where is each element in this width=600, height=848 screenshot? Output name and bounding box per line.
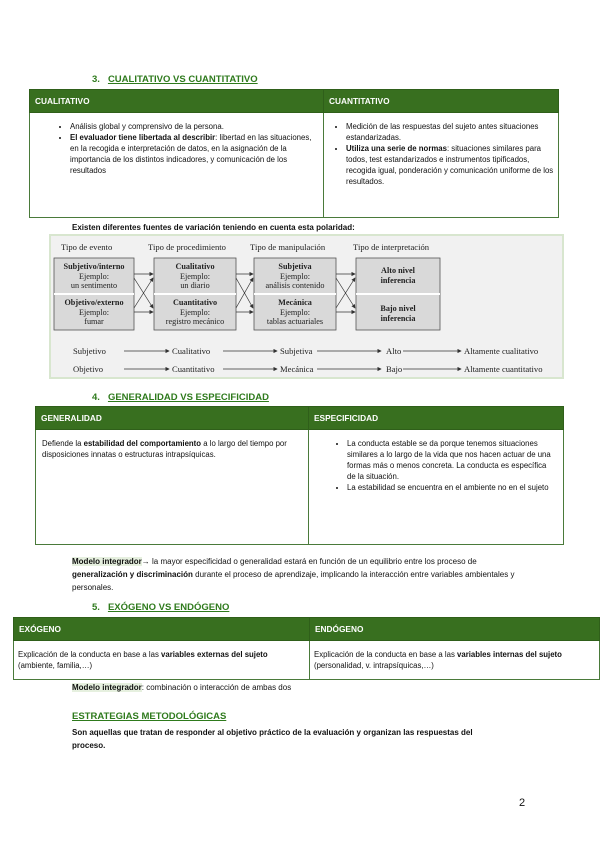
event-subjective-l2: Ejemplo: xyxy=(78,271,109,281)
quantitative-cell xyxy=(324,113,559,218)
quantitative-header: CUANTITATIVO xyxy=(324,90,559,113)
event-subjective xyxy=(54,262,134,291)
modelo-integrador-text-1: la mayor especificidad o generalidad estará en función de un equilibrio entre los proceso de xyxy=(149,557,477,566)
generality-header: GENERALIDAD xyxy=(36,407,309,430)
manipulation-subjective xyxy=(254,262,336,291)
generality-cell xyxy=(36,430,309,545)
modelo-integrador-label-2: Modelo integrador xyxy=(72,683,142,692)
modelo-integrador-label: Modelo integrador xyxy=(72,557,142,566)
modelo-integrador-text-3: : combinación o interacción de ambas dos xyxy=(141,683,292,692)
endogenous-text-1: Explicación de la conducta en base a las xyxy=(314,650,458,659)
page-number: 2 xyxy=(519,797,526,809)
chain1-item-4: Alto xyxy=(386,346,402,356)
exogenous-header: EXÓGENO xyxy=(14,618,310,641)
procedure-qualitative xyxy=(154,262,236,291)
interpretation-high xyxy=(356,266,440,285)
modelo-integrador-text-2: durante el proceso de aprendizaje, implicando la interacción entre variables ambientales y personales. xyxy=(72,570,515,592)
manipulation-mechanical-l3: tablas actuariales xyxy=(266,317,324,326)
procedure-quantitative xyxy=(154,298,236,327)
manipulation-subjective-l3: análisis contenido xyxy=(265,281,325,290)
section-3-title: CUALITATIVO VS CUANTITATIVO xyxy=(107,74,258,85)
endogenous-header: ENDÓGENO xyxy=(310,618,600,641)
chain1-item-1: Subjetivo xyxy=(73,346,106,356)
qualitative-quantitative-table xyxy=(29,89,559,218)
exogenous-text-1: Explicación de la conducta en base a las xyxy=(18,650,162,659)
exogenous-cell xyxy=(14,641,310,680)
event-objective-l2: Ejemplo: xyxy=(78,307,109,317)
interpretation-high-title: Alto nivel xyxy=(381,266,415,275)
chain2-item-5: Altamente cuantitativo xyxy=(464,364,543,374)
strategies-text: Son aquellas que tratan de responder al objetivo práctico de la evaluación y organizan las respuestas del proceso. xyxy=(72,728,473,750)
manipulation-subjective-l2: Ejemplo: xyxy=(279,271,310,281)
chain1-item-2: Cualitativo xyxy=(172,346,211,356)
event-subjective-l3: un sentimento xyxy=(70,281,118,290)
endogenous-cell xyxy=(310,641,600,680)
section-4-title: GENERALIDAD VS ESPECIFICIDAD xyxy=(107,392,269,403)
event-objective-l3: fumar xyxy=(84,317,104,326)
event-objective xyxy=(54,298,134,327)
interpretation-high-l2: inferencia xyxy=(380,275,416,285)
qualitative-bullet-1 xyxy=(70,121,319,132)
endogenous-text-2: (personalidad, v. intrapsíquicas,…) xyxy=(314,661,434,670)
specificity-bullet-2-text: La estabilidad se encuentra en el ambiente no en el sujeto xyxy=(347,483,549,492)
generality-text-bold: estabilidad del comportamiento xyxy=(83,439,202,448)
interpretation-low xyxy=(356,304,440,323)
exogenous-text-2: (ambiente, familia,…) xyxy=(18,661,93,670)
generality-specificity-table xyxy=(35,406,564,545)
modelo-integrador-bold: generalización y discriminación xyxy=(72,570,193,579)
modelo-integrador-exogenous xyxy=(72,681,291,694)
specificity-bullet-1 xyxy=(347,438,555,482)
section-3-number: 3. xyxy=(92,74,100,85)
section-4-heading xyxy=(92,392,269,403)
qualitative-header: CUALITATIVO xyxy=(30,90,324,113)
manipulation-mechanical-l2: Ejemplo: xyxy=(279,307,310,317)
chain1-item-5: Altamente cualitativo xyxy=(464,346,539,356)
qualitative-bullet-2-text: : libertad en las situaciones, en la recogida e interpretación de datos, en la asignación de la importancia de los distintos indicadores, y comunicación de los resultados xyxy=(70,133,312,175)
figure-col-title-1: Tipo de evento xyxy=(61,242,113,252)
quantitative-bullet-1-text: Medición de las respuestas del sujeto antes situaciones estandarizadas. xyxy=(346,122,539,142)
figure-col-title-4: Tipo de interpretación xyxy=(353,242,430,252)
qualitative-cell xyxy=(30,113,324,218)
procedure-quantitative-l3: registro mecánico xyxy=(165,317,225,326)
generality-text-1: Defiende la xyxy=(42,439,84,448)
qualitative-bullet-1-text: Análisis global y comprensivo de la persona. xyxy=(70,122,224,131)
quantitative-bullet-1 xyxy=(346,121,554,143)
qualitative-bullet-2-bold: El evaluador tiene libertada al describir xyxy=(70,133,216,142)
chain2-item-3: Mecánica xyxy=(280,364,314,374)
strategies-title: ESTRATEGIAS METODOLÓGICAS xyxy=(72,711,227,722)
manipulation-mechanical-title: Mecánica xyxy=(278,298,312,307)
specificity-header: ESPECIFICIDAD xyxy=(309,407,564,430)
procedure-qualitative-l3: un diario xyxy=(180,281,210,290)
arrow-right-icon: → xyxy=(141,557,150,566)
exogenous-endogenous-table xyxy=(13,617,600,680)
variation-sources-figure xyxy=(49,234,564,379)
section-4-number: 4. xyxy=(92,392,100,403)
section-5-number: 5. xyxy=(92,602,100,613)
chain2-item-1: Objetivo xyxy=(73,364,104,374)
procedure-qualitative-l2: Ejemplo: xyxy=(179,271,210,281)
chain2-item-2: Cuantitativo xyxy=(172,364,215,374)
section-5-title: EXÓGENO VS ENDÓGENO xyxy=(107,602,230,613)
figure-caption: Existen diferentes fuentes de variación teniendo en cuenta esta polaridad: xyxy=(72,223,355,232)
exogenous-text-bold: variables externas del sujeto xyxy=(161,650,268,659)
procedure-qualitative-title: Cualitativo xyxy=(175,262,215,271)
quantitative-bullet-2 xyxy=(346,143,554,187)
interpretation-low-l2: inferencia xyxy=(380,313,416,323)
figure-col-title-3: Tipo de manipulación xyxy=(250,242,326,252)
endogenous-text-bold: variables internas del sujeto xyxy=(457,650,562,659)
manipulation-subjective-title: Subjetiva xyxy=(278,262,312,271)
section-5-heading xyxy=(92,602,229,613)
figure-col-title-2: Tipo de procedimiento xyxy=(148,242,226,252)
chain1-item-3: Subjetiva xyxy=(280,346,313,356)
specificity-bullet-2 xyxy=(347,482,555,493)
qualitative-bullet-2 xyxy=(70,132,319,176)
specificity-cell xyxy=(309,430,564,545)
quantitative-bullet-2-text: : situaciones similares para todos, test estandarizados e instrumentos tipificados, recogida igual, ponderación y comunicación uniforme de los resultados. xyxy=(346,144,554,186)
quantitative-bullet-2-bold: Utiliza una serie de normas xyxy=(346,144,447,153)
manipulation-mechanical xyxy=(254,298,336,327)
event-subjective-title: Subjetivo/interno xyxy=(63,262,125,271)
specificity-bullet-1-text: La conducta estable se da porque tenemos situaciones similares a lo largo de la vida que nos hacen actuar de una formas más o menos concreta. La conducta es específica de la situación. xyxy=(347,439,551,481)
generality-text-2: a lo largo del tiempo por disposiciones innatas o estructuras intrapsíquicas. xyxy=(42,439,287,459)
chain2-item-4: Bajo xyxy=(386,364,403,374)
section-3-heading xyxy=(92,74,258,85)
interpretation-low-title: Bajo nivel xyxy=(380,304,416,313)
procedure-quantitative-l2: Ejemplo: xyxy=(179,307,210,317)
procedure-quantitative-title: Cuantitativo xyxy=(172,298,218,307)
modelo-integrador-generality xyxy=(72,555,532,594)
event-objective-title: Objetivo/externo xyxy=(64,298,124,307)
